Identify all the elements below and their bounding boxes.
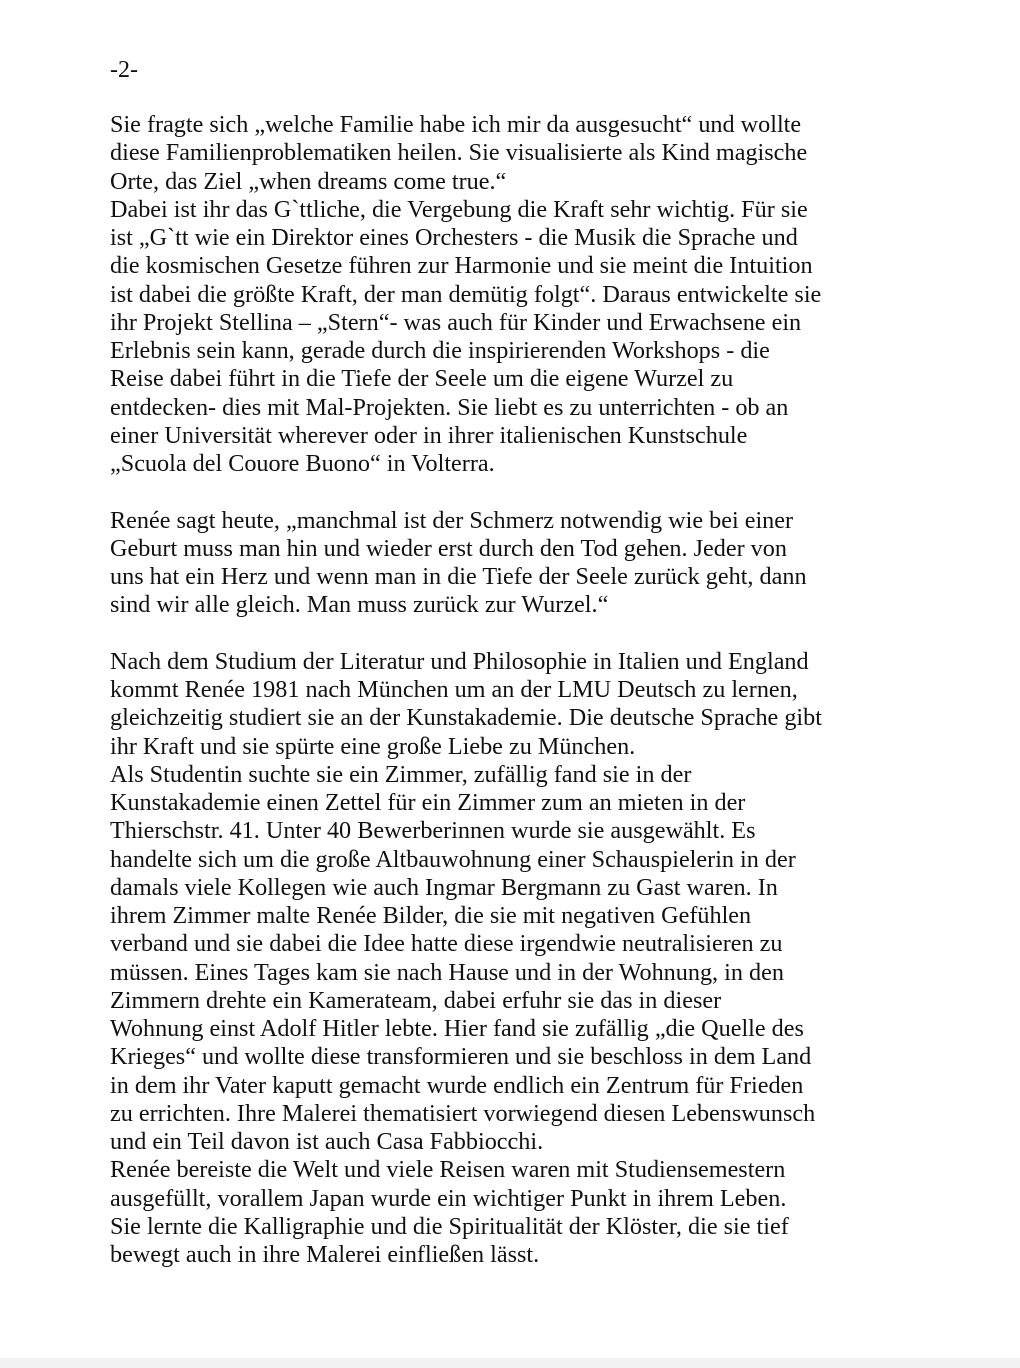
paragraph-line: Reise dabei führt in die Tiefe der Seele um die eigene Wurzel zu (110, 365, 734, 393)
paragraph-line: Sie lernte die Kalligraphie und die Spiritualität der Klöster, die sie tief (110, 1212, 789, 1240)
paragraph-line: Nach dem Studium der Literatur und Philosophie in Italien und England (110, 647, 809, 675)
paragraph-line: zu errichten. Ihre Malerei thematisiert vorwiegend diesen Lebenswunsch (110, 1099, 816, 1127)
paragraph-line: „Scuola del Couore Buono“ in Volterra. (110, 450, 495, 477)
paragraph-line: Wohnung einst Adolf Hitler lebte. Hier fand sie zufällig „die Quelle des (110, 1015, 804, 1042)
paragraph-line: ist „G`tt wie ein Direktor eines Orchesters - die Musik die Sprache und (110, 224, 798, 251)
paragraph-line: gleichzeitig studiert sie an der Kunstakademie. Die deutsche Sprache gibt (110, 704, 822, 732)
paragraph-line: Erlebnis sein kann, gerade durch die inspirierenden Workshops - die (110, 337, 770, 364)
paragraph-family-vision (110, 111, 990, 478)
paragraph-biography (110, 648, 990, 1270)
paragraph-line: Thierschstr. 41. Unter 40 Bewerberinnen wurde sie ausgewählt. Es (110, 817, 756, 845)
paragraph-line: Krieges“ und wollte diese transformieren und sie beschloss in dem Land (110, 1043, 812, 1071)
paragraph-line: ausgefüllt, vorallem Japan wurde ein wichtiger Punkt in ihrem Leben. (110, 1184, 787, 1212)
paragraph-renee-quote (110, 507, 990, 620)
paragraph-line: damals viele Kollegen wie auch Ingmar Bergmann zu Gast waren. In (110, 873, 778, 901)
paragraph-line: Renée sagt heute, „manchmal ist der Schmerz notwendig wie bei einer (110, 506, 794, 534)
paragraph-line: bewegt auch in ihre Malerei einfließen lässt. (110, 1241, 540, 1268)
page-bottom-strip (0, 1358, 1020, 1368)
paragraph-line: Orte, das Ziel „when dreams come true.“ (110, 167, 507, 195)
paragraph-line: in dem ihr Vater kaputt gemacht wurde endlich ein Zentrum für Frieden (110, 1071, 804, 1099)
paragraph-line: Dabei ist ihr das G`ttliche, die Vergebung die Kraft sehr wichtig. Für sie (110, 195, 808, 223)
paragraph-line: diese Familienproblematiken heilen. Sie visualisierte als Kind magische (110, 139, 808, 167)
paragraph-line: einer Universität wherever oder in ihrer italienischen Kunstschule (110, 421, 748, 449)
paragraph-line: und ein Teil davon ist auch Casa Fabbiocchi. (110, 1128, 544, 1155)
paragraph-line: ist dabei die größte Kraft, der man demütig folgt“. Daraus entwickelte sie (110, 280, 822, 308)
paragraph-line: ihr Projekt Stellina – „Stern“- was auch für Kinder und Erwachsene ein (110, 308, 802, 336)
paragraph-line: ihr Kraft und sie spürte eine große Liebe zu München. (110, 732, 636, 760)
paragraph-line: verband und sie dabei die Idee hatte diese irgendwie neutralisieren zu (110, 930, 783, 958)
paragraph-line: Als Studentin suchte sie ein Zimmer, zufällig fand sie in der (110, 760, 692, 788)
paragraph-line: kommt Renée 1981 nach München um an der LMU Deutsch zu lernen, (110, 676, 798, 703)
paragraph-line: müssen. Eines Tages kam sie nach Hause und in der Wohnung, in den (110, 958, 784, 986)
paragraph-line: handelte sich um die große Altbauwohnung einer Schauspielerin in der (110, 845, 796, 873)
paragraph-line: uns hat ein Herz und wenn man in die Tiefe der Seele zurück geht, dann (110, 563, 807, 590)
paragraph-line: Zimmern drehte ein Kamerateam, dabei erfuhr sie das in dieser (110, 986, 722, 1014)
paragraph-line: sind wir alle gleich. Man muss zurück zur Wurzel.“ (110, 591, 609, 619)
paragraph-line: Renée bereiste die Welt und viele Reisen waren mit Studiensemestern (110, 1156, 786, 1184)
document-page (110, 56, 990, 1269)
paragraph-line: Geburt muss man hin und wieder erst durch den Tod gehen. Jeder von (110, 534, 787, 562)
paragraph-line: die kosmischen Gesetze führen zur Harmonie und sie meint die Intuition (110, 252, 813, 280)
page-number: -2- (110, 57, 138, 83)
paragraph-line: ihrem Zimmer malte Renée Bilder, die sie mit negativen Gefühlen (110, 902, 752, 929)
paragraph-line: entdecken- dies mit Mal-Projekten. Sie liebt es zu unterrichten - ob an (110, 393, 789, 421)
paragraph-line: Sie fragte sich „welche Familie habe ich mir da ausgesucht“ und wollte (110, 111, 802, 138)
paragraph-line: Kunstakademie einen Zettel für ein Zimmer zum an mieten in der (110, 789, 746, 816)
